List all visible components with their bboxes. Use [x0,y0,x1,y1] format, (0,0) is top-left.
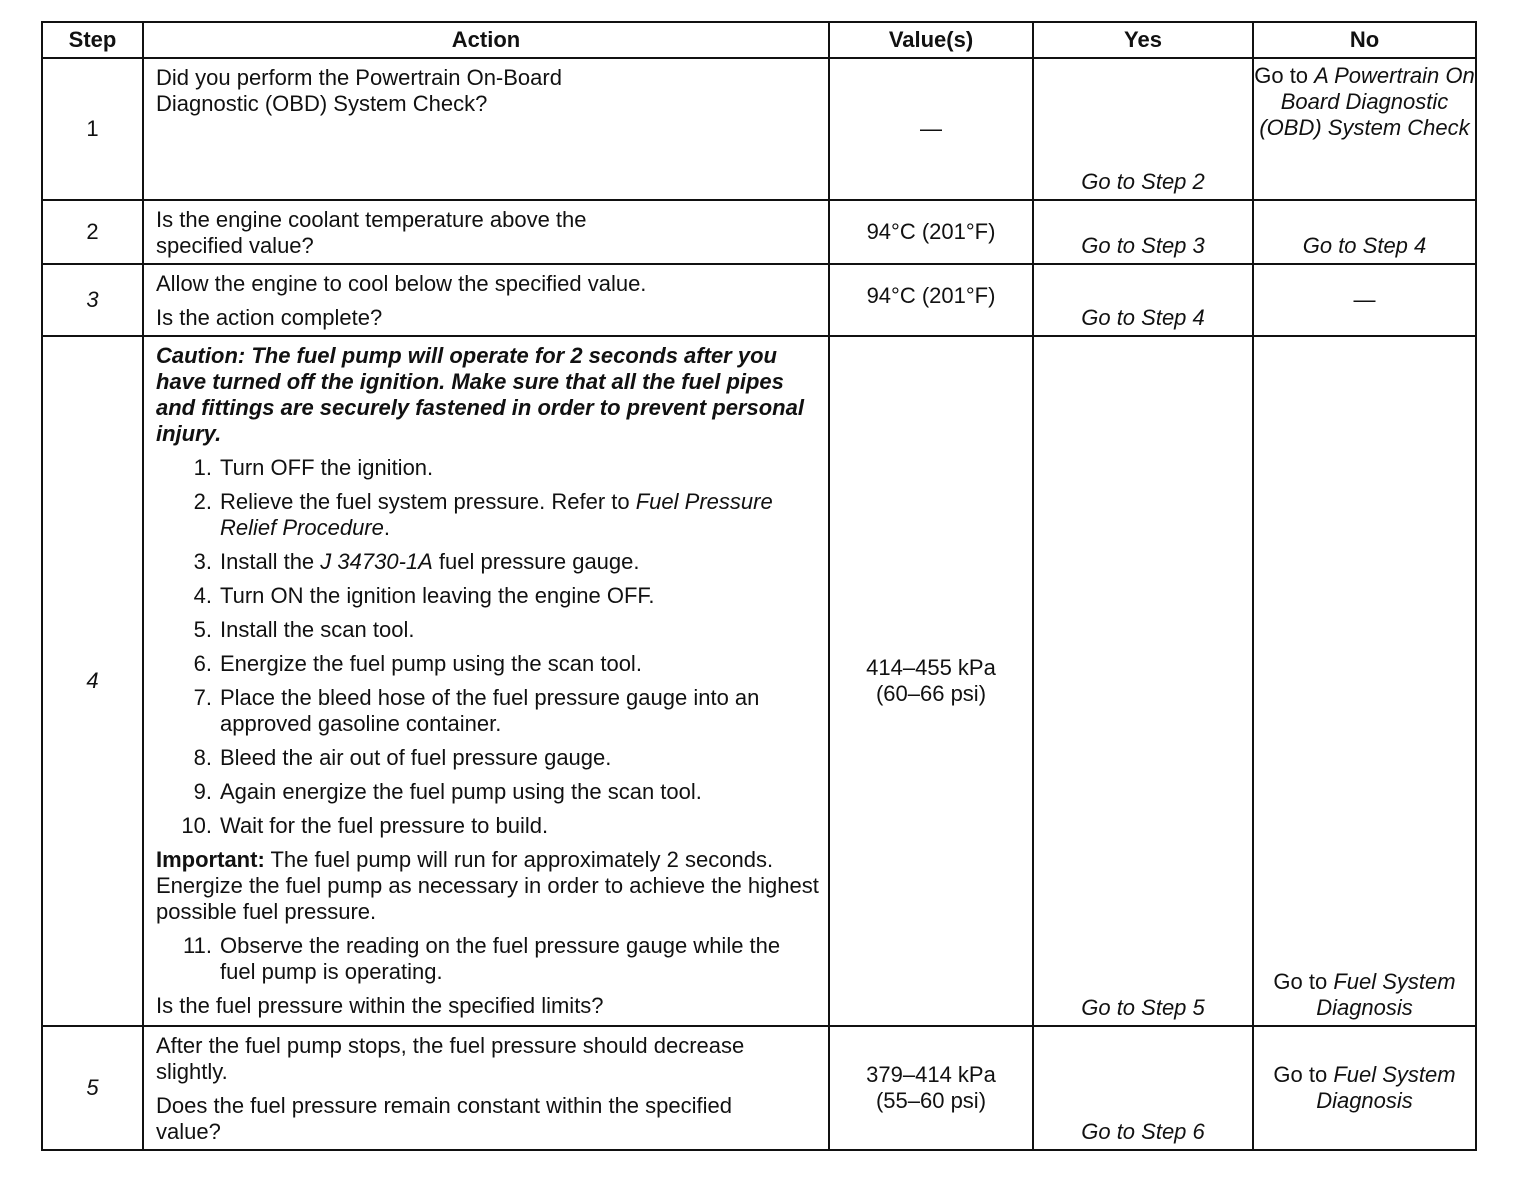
substep-list [156,933,820,985]
yes-link[interactable]: Go to Step 6 [1033,1026,1253,1150]
no-link[interactable]: Fuel System Diagnosis [1316,969,1456,1020]
header-step: Step [42,22,143,58]
action-text: Is the engine coolant temperature above the specified value? [156,207,587,258]
list-item: 8. Bleed the air out of fuel pressure gauge. [193,745,612,770]
header-values: Value(s) [829,22,1033,58]
no-link[interactable]: Go to Step 4 [1253,200,1476,264]
value-cell: — [829,58,1033,200]
header-action: Action [143,22,829,58]
list-item: 6. Energize the fuel pump using the scan tool. [193,651,642,676]
action-cell [143,58,829,200]
header-no: No [1253,22,1476,58]
list-item: 11. Observe the reading on the fuel pressure gauge while the fuel pump is operating. [183,933,781,984]
tool-name: J 34730-1A [320,549,433,574]
yes-link[interactable]: Go to Step 3 [1033,200,1253,264]
no-cell: — [1253,264,1476,336]
value-cell [829,336,1033,1026]
step-number: 5 [42,1026,143,1150]
substep-list [156,455,820,839]
step-number: 1 [42,58,143,200]
table-row [42,1026,1476,1150]
no-prefix: Go to [1273,1062,1334,1087]
list-item: 1. Turn OFF the ignition. [193,455,434,480]
diagnostic-table [41,21,1477,1151]
action-cell [143,264,829,336]
no-prefix: Go to [1273,969,1334,994]
list-item: 4. Turn ON the ignition leaving the engine OFF. [193,583,655,608]
list-item: 7. Place the bleed hose of the fuel pressure gauge into an approved gasoline container. [193,685,760,736]
list-item: 9. Again energize the fuel pump using the scan tool. [193,779,702,804]
procedure-link[interactable]: Fuel Pressure Relief Procedure [220,489,773,540]
table-row [42,336,1476,1026]
action-text: After the fuel pump stops, the fuel pressure should decrease slightly. [156,1033,745,1084]
value-cell: 94°C (201°F) [829,264,1033,336]
action-cell [143,200,829,264]
step-number: 2 [42,200,143,264]
value-psi: (55–60 psi) [875,1088,987,1113]
value-psi: (60–66 psi) [875,681,987,706]
list-item: 10. Wait for the fuel pressure to build. [181,813,549,838]
action-question: Is the fuel pressure within the specified limits? [156,993,604,1018]
list-item: 3. Install the J 34730-1A fuel pressure gauge. [193,549,640,574]
yes-link[interactable]: Go to Step 4 [1033,264,1253,336]
no-cell [1253,58,1476,200]
list-item: 5. Install the scan tool. [193,617,415,642]
list-item: 2. Relieve the fuel system pressure. Refer to Fuel Pressure Relief Procedure. [193,489,773,540]
header-row [42,22,1476,58]
header-yes: Yes [1033,22,1253,58]
no-cell [1253,336,1476,1026]
no-link[interactable]: Fuel System Diagnosis [1316,1062,1456,1113]
step-number: 4 [42,336,143,1026]
action-question: Does the fuel pressure remain constant within the specified value? [156,1093,732,1144]
value-cell [829,1026,1033,1150]
table-row [42,264,1476,336]
value-kpa: 414–455 kPa [866,655,996,680]
no-cell [1253,1026,1476,1150]
action-text: Allow the engine to cool below the specified value. [156,271,647,296]
action-cell [143,336,829,1026]
value-kpa: 379–414 kPa [866,1062,996,1087]
important-note: Important: The fuel pump will run for approximately 2 seconds. Energize the fuel pump as necessary in order to achieve the highest possible fuel pressure. [156,847,819,924]
no-prefix: Go to [1254,63,1315,88]
yes-link[interactable]: Go to Step 5 [1033,336,1253,1026]
no-link[interactable]: A Powertrain On Board Diagnostic (OBD) System Check [1259,63,1475,140]
caution-text: Caution: The fuel pump will operate for 2 seconds after you have turned off the ignition. Make sure that all the fuel pipes and fittings are securely fastened in order to prevent personal injury. [156,343,804,446]
table-row [42,200,1476,264]
yes-link[interactable]: Go to Step 2 [1033,58,1253,200]
value-cell: 94°C (201°F) [829,200,1033,264]
action-cell [143,1026,829,1150]
step-number: 3 [42,264,143,336]
action-text: Did you perform the Powertrain On-Board Diagnostic (OBD) System Check? [156,65,562,116]
action-question: Is the action complete? [156,305,383,330]
table-row [42,58,1476,200]
